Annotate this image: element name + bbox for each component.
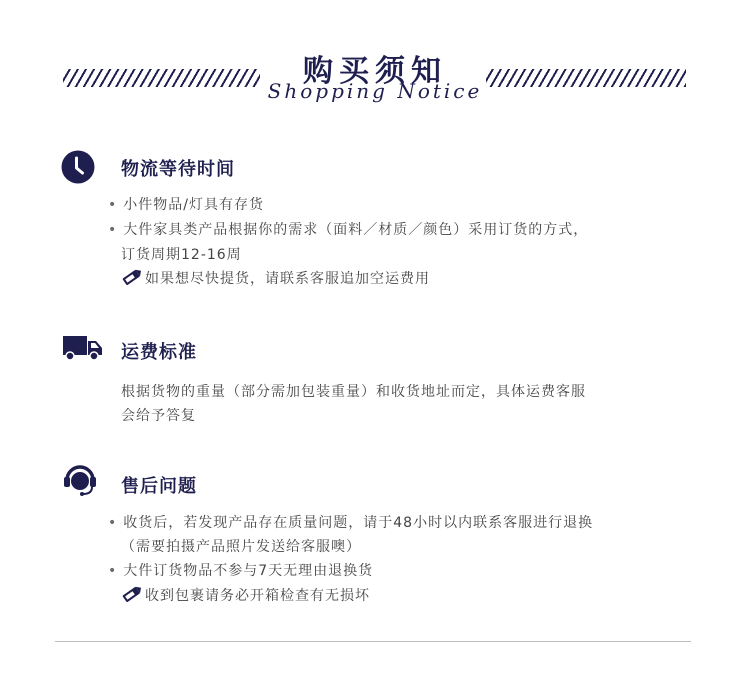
- list-item: • 收货后，若发现产品存在质量问题，请于48小时以内联系客服进行退换: [108, 515, 594, 531]
- clock-icon: [61, 150, 95, 184]
- page-header: [0, 0, 750, 120]
- section-title-logistics: 物流等待时间: [121, 159, 235, 180]
- list-item-continuation: 订货周期12-16周: [121, 247, 242, 263]
- page-title: 购买须知: [303, 54, 447, 89]
- pencil-note-icon: [121, 585, 143, 603]
- headset-icon: [62, 462, 98, 498]
- bottom-divider: [55, 641, 691, 642]
- section-title-shipping: 运费标准: [121, 342, 197, 363]
- list-item: • 大件订货物品不参与7天无理由退换货: [108, 563, 374, 579]
- note-item: 收到包裹请务必开箱检查有无损坏: [121, 585, 370, 605]
- page-subtitle: Shopping Notice: [267, 79, 483, 103]
- paragraph-line: 会给予答复: [121, 408, 196, 424]
- section-title-aftersales: 售后问题: [121, 476, 197, 497]
- truck-icon: [63, 334, 103, 362]
- list-item: • 大件家具类产品根据你的需求（面料／材质／颜色）采用订货的方式，: [108, 222, 589, 238]
- list-item-continuation: （需要拍摄产品照片发送给客服噢）: [121, 539, 361, 555]
- list-item: • 小件物品/灯具有存货: [108, 197, 264, 213]
- pencil-note-icon: [121, 268, 143, 286]
- paragraph-line: 根据货物的重量（部分需加包装重量）和收货地址而定，具体运费客服: [121, 384, 586, 400]
- note-item: 如果想尽快提货，请联系客服追加空运费用: [121, 268, 430, 288]
